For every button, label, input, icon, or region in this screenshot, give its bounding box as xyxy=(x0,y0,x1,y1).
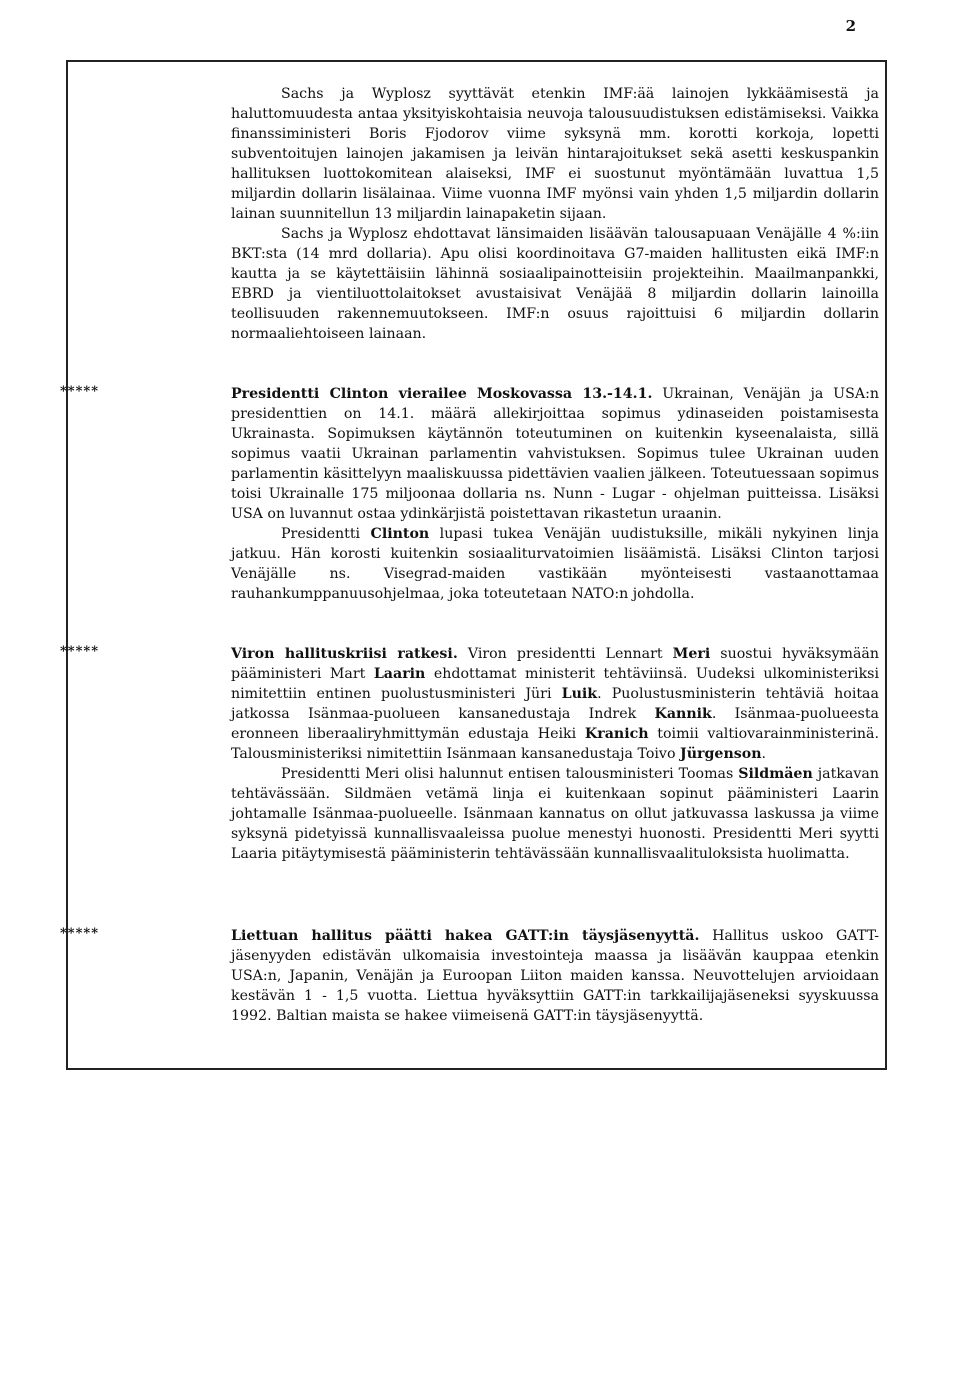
article-marker: ***** xyxy=(60,644,99,659)
text-run: ehdottamat ministerit tehtäviinsä. Uudeksi ulkoministeriksi nimitettiin entinen puolustusministeri Jüri xyxy=(231,666,879,702)
name-highlight: Jürgenson xyxy=(680,746,762,762)
article-clinton-paragraph-2 xyxy=(231,524,879,604)
article-headline: Viron hallituskriisi ratkesi. xyxy=(231,646,458,662)
article-viro-paragraph-2 xyxy=(231,764,879,864)
name-highlight: Clinton xyxy=(370,526,430,542)
article-marker: ***** xyxy=(60,926,99,941)
article-headline: Presidentti Clinton vierailee Moskovassa 13.-14.1. xyxy=(231,386,653,402)
text-run: suostui hyväksymään pääministeri Mart xyxy=(231,646,879,682)
name-highlight: Kannik xyxy=(654,706,712,722)
text-run: Presidentti xyxy=(281,526,371,542)
name-highlight: Laarin xyxy=(373,666,426,682)
text-run: toimii valtiovarainministerinä. Talousministeriksi nimitettiin Isänmaan kansanedustaja Toivo xyxy=(231,726,879,762)
article-clinton-paragraph-1 xyxy=(231,384,879,524)
intro-paragraph-2: Sachs ja Wyplosz ehdottavat länsimaiden lisäävän talousapuaan Venäjälle 4 %:iin BKT:sta (14 mrd dollaria). Apu olisi koordinoitava G7-maiden hallitusten eikä IMF:n kautta ja se käytettäisiin lähinnä sosiaalipainotteisiin projekteihin. Maailmanpankki, EBRD ja vientiluottolaitokset avustaisivat Venäjää 8 miljardin dollarin lainoilla teollisuuden rakennemuutokseen. IMF:n osuus rajoittuisi 6 miljardin dollarin normaaliehtoiseen lainaan. xyxy=(231,226,879,342)
name-highlight: Sildmäen xyxy=(738,766,813,782)
article-lead: Hallitus uskoo GATT-jäsenyyden edistävän ulkomaisia investointeja maassa ja lisäävän kauppaa etenkin USA:n, Japanin, Venäjän ja Euroopan Liiton maiden kanssa. Neuvottelujen arvioidaan kestävän 1 - 1,5 vuotta. Liettua hyväksyttiin GATT:in tarkkailijajäseneksi syyskuussa 1992. Baltian maista se hakee viimeisenä GATT:in täysjäsenyyttä. xyxy=(231,928,879,1024)
name-highlight: Luik xyxy=(561,686,598,702)
article-marker: ***** xyxy=(60,384,99,399)
intro-text xyxy=(231,84,879,344)
text-run: jatkavan tehtävässään. Sildmäen vetämä linja ei kuitenkaan sopinut pääministeri Laarin johtamalle Isänmaa-puolueelle. Isänmaan kannatus on ollut jatkuvassa laskussa ja viime syksynä pidetyissä kunnallisvaaleissa puolue menestyi huonosti. Presidentti Meri syytti Laaria pitäytymisestä pääministerin tehtävässään kunnallisvaalituloksista huolimatta. xyxy=(231,766,879,862)
text-run: . xyxy=(761,746,767,762)
article-liettua-paragraph-1 xyxy=(231,926,879,1026)
article-clinton-text xyxy=(231,384,879,604)
article-headline: Liettuan hallitus päätti hakea GATT:in täysjäsenyyttä. xyxy=(231,928,700,944)
content-frame xyxy=(60,60,887,1070)
text-run: . Isänmaa-puolueesta eronneen liberaaliryhmittymän edustaja Heiki xyxy=(231,706,879,742)
page-number: 2 xyxy=(845,17,856,35)
name-highlight: Meri xyxy=(672,646,711,662)
name-highlight: Kranich xyxy=(584,726,649,742)
text-run: Presidentti Meri olisi halunnut entisen talousministeri Toomas xyxy=(281,766,739,782)
article-viro-paragraph-1 xyxy=(231,644,879,764)
text-run: lupasi tukea Venäjän uudistuksille, mikäli nykyinen linja jatkuu. Hän korosti kuitenkin sosiaaliturvatoimien lisäämistä. Lisäksi Clinton tarjosi Venäjälle ns. Visegrad-maiden vastikään myönteisesti vastaanottamaa rauhankumppanuusohjelmaa, joka toteutetaan NATO:n johdolla. xyxy=(231,526,880,602)
article-viro-text xyxy=(231,644,879,864)
article-lead: Ukrainan, Venäjän ja USA:n presidenttien on 14.1. määrä allekirjoittaa sopimus ydinaseiden poistamisesta Ukrainasta. Sopimuksen käytännön toteutuminen on kuitenkin kyseenalaista, sillä sopimus vaatii Ukrainan parlamentin vahvistuksen. Sopimus tulee Ukrainan uuden parlamentin käsittelyyn maaliskuussa pidettävien vaalien jälkeen. Toteutuessaan sopimus toisi Ukrainalle 175 miljoonaa dollaria ns. Nunn - Lugar - ohjelman puitteissa. Lisäksi USA on luvannut ostaa ydinkärjistä poistettavan rikastetun uraanin. xyxy=(231,386,879,522)
article-liettua-text xyxy=(231,926,879,1026)
intro-paragraph-1: Sachs ja Wyplosz syyttävät etenkin IMF:ää lainojen lykkäämisestä ja haluttomuudesta antaa yksityiskohtaisia neuvoja talousuudistuksen edistämiseksi. Vaikka finanssiministeri Boris Fjodorov viime syksynä mm. korotti korkoja, lopetti subventoitujen lainojen jakamisen ja leivän hintarajoitukset sekä asetti keskuspankin hallituksen luottokomitean alaiseksi, IMF ei suostunut myöntämään luvattua 1,5 miljardin dollarin lisälainaa. Viime vuonna IMF myönsi vain yhden 1,5 miljardin dollarin lainan suunnitellun 13 miljardin lainapaketin sijaan. xyxy=(231,86,879,222)
text-run: . Puolustusministerin tehtäviä hoitaa jatkossa Isänmaa-puolueen kansanedustaja Indrek xyxy=(231,686,879,722)
text-run: Viron presidentti Lennart xyxy=(457,646,673,662)
